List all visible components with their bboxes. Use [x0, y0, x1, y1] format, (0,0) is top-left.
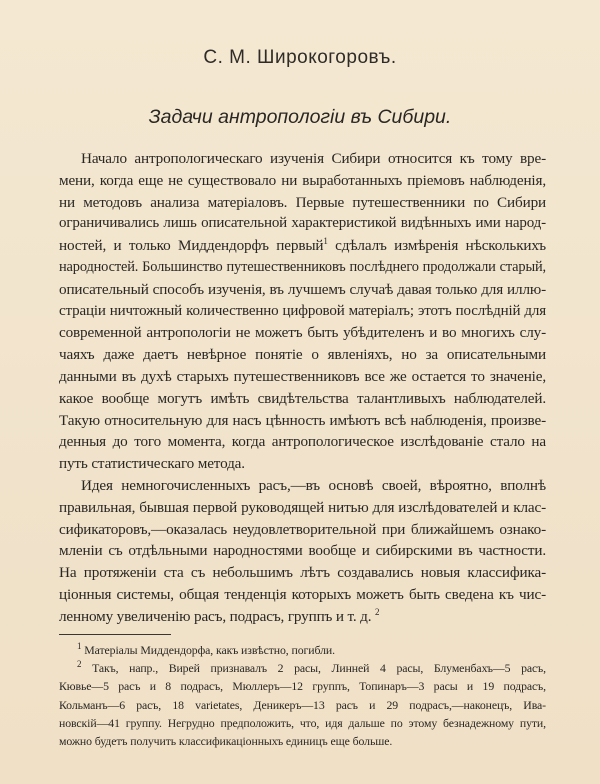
text-line: сификаторовъ,—оказалась неудовлетворительной при ближайшемъ ознако-	[59, 520, 546, 538]
author-name: С. М. Широкогоровъ.	[203, 47, 397, 68]
text-line: какое вообще могутъ имѣть свидѣтельства талантливыхъ наблюдателей.	[59, 389, 546, 407]
text-line: мени, когда еще не существовало ни выработанныхъ пріемовъ наблюденія,	[59, 171, 546, 189]
text-line: путь статистическаго метода.	[59, 455, 245, 473]
text-line: народностей. Большинство путешественниковъ послѣднего продолжали старый,	[59, 258, 546, 275]
footnote-divider	[59, 634, 171, 635]
footnote-ref-2[interactable]: 2	[375, 606, 380, 617]
text-line: На протяженіи ста съ небольшимъ лѣтъ создавались новыя классифика-	[59, 564, 546, 582]
text-line: мленіи съ отдѣльными народностями вообще и сибирскими въ частности.	[59, 542, 546, 560]
text-line: чаяхъ даже даетъ невѣрное понятіе о явленіяхъ, но за описательными	[59, 346, 546, 364]
footnote-number-2: 2	[77, 659, 82, 670]
footnote-line: Кольманъ—6 расъ, 18 varietates, Деникеръ—13 расъ и 29 подрасъ,—наконецъ, Ива-	[59, 697, 546, 712]
text-fragment: сдѣлалъ измѣренія нѣсколькихъ	[327, 237, 546, 255]
text-line: ціонныя системы, общая тенденція которыхъ можетъ быть сведена къ чис-	[59, 585, 546, 603]
text-line: правильная, бывшая первой руководящей нитью для изслѣдователей и клас-	[59, 498, 546, 516]
footnotes	[59, 641, 546, 750]
footnote-2	[59, 659, 546, 677]
text-line: Начало антропологическаго изученія Сибири относится къ тому вре-	[81, 150, 546, 167]
text-line: современной антропологіи не можетъ быть убѣдителенъ и во многихъ слу-	[59, 324, 546, 342]
body-text	[59, 148, 546, 628]
footnote-text: Такъ, напр., Вирей признавалъ 2 расы, Линней 4 расы, Блуменбахъ—5 расъ,	[92, 661, 546, 676]
text-line: данными въ духѣ старыхъ путешественниковъ все же остается то значеніе,	[59, 367, 546, 385]
footnote-text: Матеріалы Миддендорфа, какъ извѣстно, погибли.	[84, 643, 335, 657]
text-line: Такую относительную для насъ цѣнность имѣютъ всѣ наблюденія, произве-	[59, 411, 546, 429]
footnote-line: новскій—41 группу. Негрудно предположить, что, идя дальше по этому безнадежному пути,	[59, 715, 546, 730]
text-line: описательный способъ изученія, въ лучшемъ случаѣ давая только для иллю-	[59, 280, 546, 298]
footnote-line: Кювье—5 расъ и 8 подрасъ, Мюллеръ—12 группъ, Топинаръ—3 расы и 19 подрасъ,	[59, 679, 546, 694]
footnote-number-1: 1	[77, 641, 82, 652]
text-line: ограничивались лишь описательной характеристикой видѣнныхъ ими народ-	[59, 215, 546, 232]
text-line: Идея немногочисленныхъ расъ,—въ основѣ своей, вѣроятно, вполнѣ	[81, 476, 546, 494]
article-title: Задачи антропологіи въ Сибири.	[148, 106, 452, 128]
text-fragment: ленному увеличенію расъ, подрасъ, группъ и т. д.	[59, 607, 372, 625]
text-line: денныя до того момента, когда антропологическое изслѣдованіе стало на	[59, 433, 546, 451]
footnote-ref-1[interactable]: 1	[323, 236, 328, 247]
text-line: ни методовъ анализа матеріаловъ. Первые путешественники по Сибири	[59, 193, 546, 211]
text-line: страціи ничтожный количественно цифровой матеріалъ; этотъ послѣдній для	[59, 302, 546, 319]
text-line-with-footnote	[59, 235, 546, 257]
text-line-with-footnote	[59, 606, 546, 628]
footnote-line: можно будетъ получить классификаціонныхъ единицъ еще больше.	[59, 733, 393, 748]
text-fragment: ностей, и только Миддендорфъ первый	[59, 237, 324, 255]
footnote-1	[59, 641, 546, 659]
